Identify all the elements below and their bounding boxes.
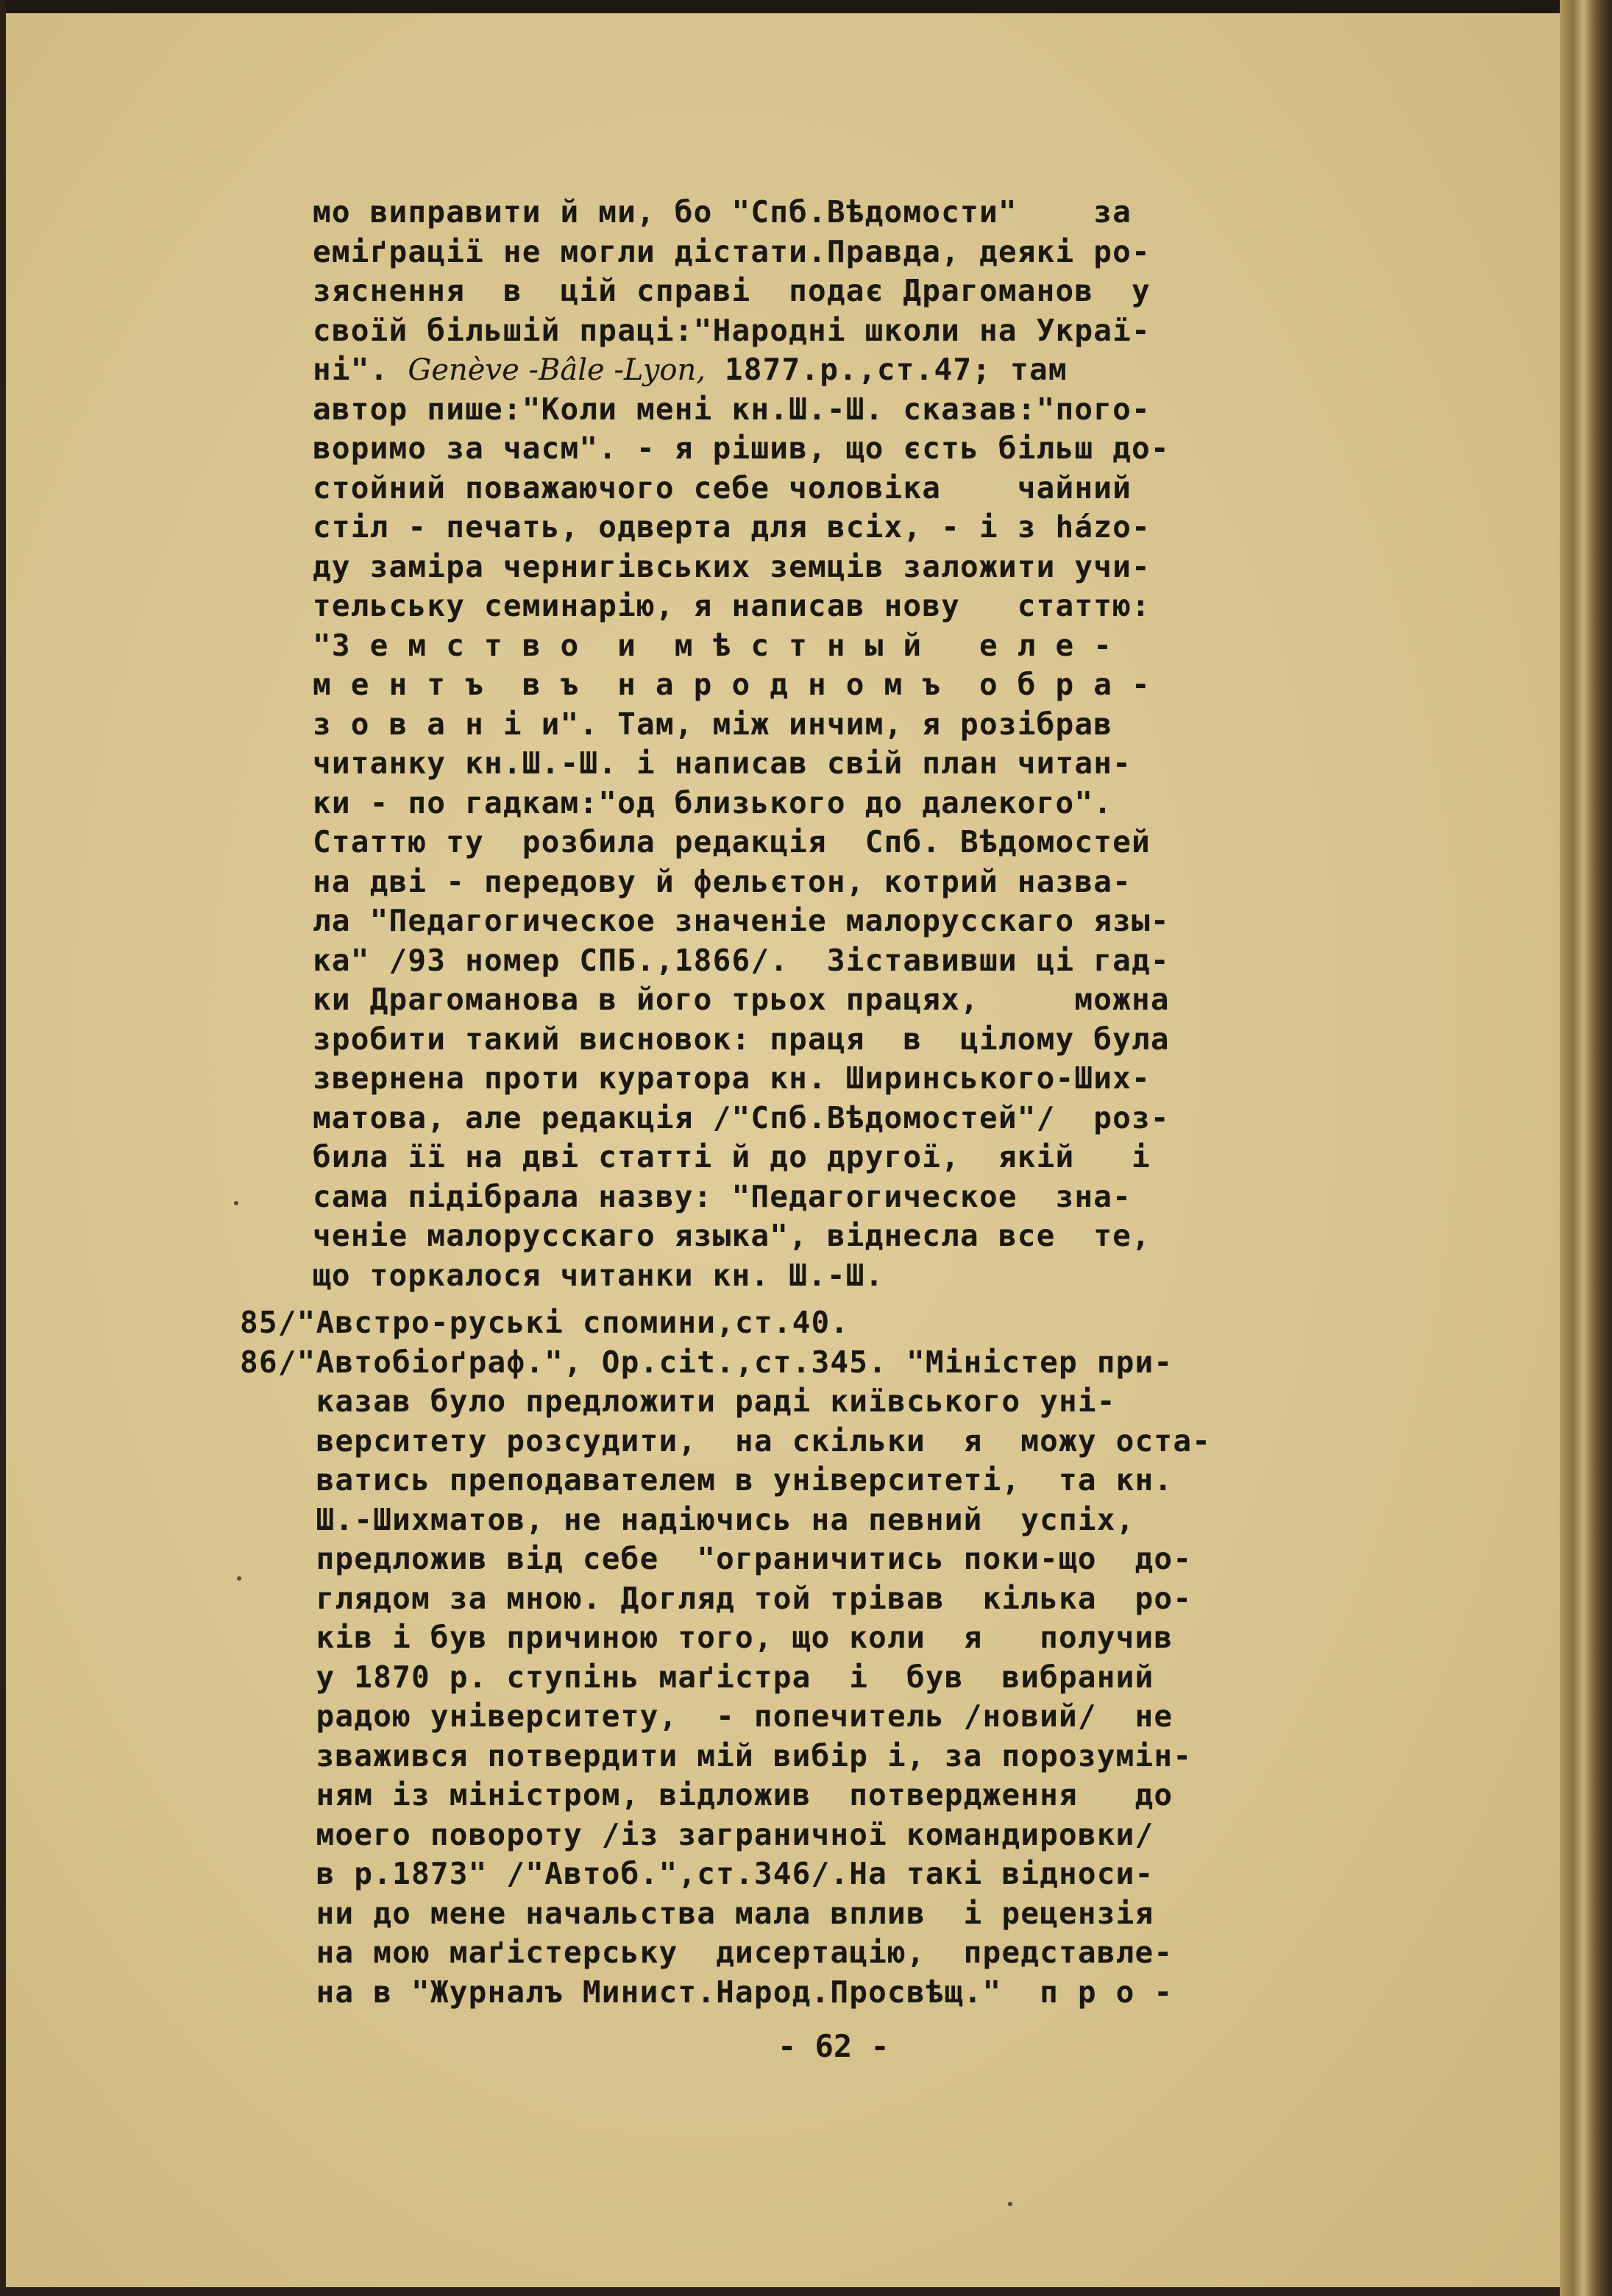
main-text-line: "З е м с т в о и м ѣ с т н ы й е л е - <box>313 627 1113 663</box>
footnote-line: на в "Журналъ Минист.Народ.Просвѣщ." п р о - <box>240 1974 1174 2010</box>
main-text-line: своїй більшій праці:"Народні школи на Украї- <box>313 312 1151 348</box>
main-text-line: м е н т ъ в ъ н а р о д н о м ъ о б р а - <box>313 667 1151 702</box>
main-text-line: воримо за часм". - я рішив, що єсть більш до- <box>313 431 1170 466</box>
footnote-line: у 1870 р. ступінь маґістра і був вибраний <box>240 1659 1154 1695</box>
footnote-line: ни до мене начальства мала вплив і рецензія <box>240 1895 1154 1931</box>
main-text-block <box>313 193 1402 1295</box>
main-text-line: на дві - передову й фельєтон, котрий назва- <box>313 863 1132 899</box>
main-text-line: ки - по гадкам:"од близького до далекого". <box>313 784 1113 821</box>
main-text-line: автор пише:"Коли мені кн.Ш.-Ш. сказав:"пого- <box>313 391 1151 427</box>
main-text-line: з о в а н і и". Там, між инчим, я розібрав <box>313 706 1113 742</box>
main-text-line: еміґрації не могли дістати.Правда, деякі ро- <box>313 233 1151 269</box>
footnote-line: верситету розсудити, на скільки я можу оста- <box>240 1422 1212 1459</box>
footnote-line: Ш.-Шихматов, не надіючись на певний успіх, <box>240 1501 1135 1537</box>
main-text-line: читанку кн.Ш.-Ш. і написав свій план читан- <box>313 745 1132 781</box>
page-number: - 62 - <box>778 2028 890 2064</box>
footnote-line: ків і був причиною того, що коли я получив <box>240 1620 1174 1655</box>
book-spine-edge <box>1560 0 1612 2296</box>
footnote-line: глядом за мною. Догляд той трівав кілька ро- <box>240 1580 1193 1616</box>
main-text-line: ду заміра чернигівських земців заложити учи- <box>313 548 1151 584</box>
footnote-line: ватись преподавателем в університеті, та кн. <box>240 1462 1174 1498</box>
footnotes-block <box>240 1303 1461 2012</box>
footnote-line: радою університету, - попечитель /новий/ не <box>240 1698 1174 1734</box>
main-text-line: ки Драгоманова в його трьох працях, можна <box>313 982 1170 1017</box>
main-text-line: що торкалося читанки кн. Ш.-Ш. <box>313 1257 884 1293</box>
main-text-line: ченіе малорусскаго языка", віднесла все те, <box>313 1218 1151 1253</box>
main-text-line: тельську семинарію, я написав нову статтю: <box>313 588 1151 623</box>
paper-speck <box>1008 2202 1012 2206</box>
paper-speck <box>234 1201 238 1205</box>
footnote-line: предложив від себе "ограничитись поки-що до- <box>240 1541 1193 1576</box>
main-text-line: зяснення в цій справі подає Драгоманов у <box>313 273 1151 308</box>
footnote-line: зважився потвердити мій вибір і, за порозумін- <box>240 1737 1193 1774</box>
main-text-line: зробити такий висновок: праця в цілому була <box>313 1021 1170 1057</box>
main-text-line: мо виправити й ми, бо "Спб.Вѣдомости" за <box>313 194 1132 230</box>
main-text-line: стіл - печать, одверта для всіх, - і з házo- <box>313 509 1151 545</box>
footnote-line: казав було предложити раді київського уні- <box>240 1383 1116 1419</box>
main-text-line: звернена проти куратора кн. Ширинського-Ших- <box>313 1060 1151 1096</box>
footnote-line: в р.1873" /"Автоб.",ст.346/.На такі відноси- <box>240 1856 1154 1891</box>
main-text-line: ні". Genève -Bâle -Lyon, 1877.р.,ст.47; там <box>313 352 1068 387</box>
scan-border-left <box>0 0 6 2296</box>
main-text-line: матова, але редакція /"Спб.Вѣдомостей"/ роз- <box>313 1099 1170 1135</box>
footnote-line: 85/"Австро-руські спомини,ст.40. <box>240 1305 850 1340</box>
main-text-line: стойний поважаючого себе чоловіка чайний <box>313 470 1132 506</box>
scan-border-bottom <box>0 2287 1612 2296</box>
main-text-line: ла "Педагогическое значеніе малорусскаго язы- <box>313 903 1170 938</box>
main-text-line: Статтю ту розбила редакція Спб. Вѣдомостей <box>313 824 1151 860</box>
main-text-line: била її на дві статті й до другої, якій і <box>313 1139 1151 1174</box>
scan-border-top <box>0 0 1612 13</box>
footnote-line: на мою маґістерську дисертацію, представле- <box>240 1935 1174 1970</box>
main-text-line: сама підібрала назву: "Педагогическое зна- <box>313 1178 1132 1214</box>
footnote-line: 86/"Автобіоґраф.", Op.cit.,ст.345. "Міністер при- <box>240 1344 1174 1380</box>
paper-speck <box>237 1576 241 1581</box>
main-text-line: ка" /93 номер СПБ.,1866/. Зіставивши ці гад- <box>313 942 1170 978</box>
footnote-line: ням із міністром, відложив потвердження до <box>240 1777 1174 1813</box>
handwritten-insert: Genève -Bâle -Lyon, <box>408 353 706 387</box>
footnote-line: моего повороту /із заграничної командировки/ <box>240 1816 1154 1852</box>
